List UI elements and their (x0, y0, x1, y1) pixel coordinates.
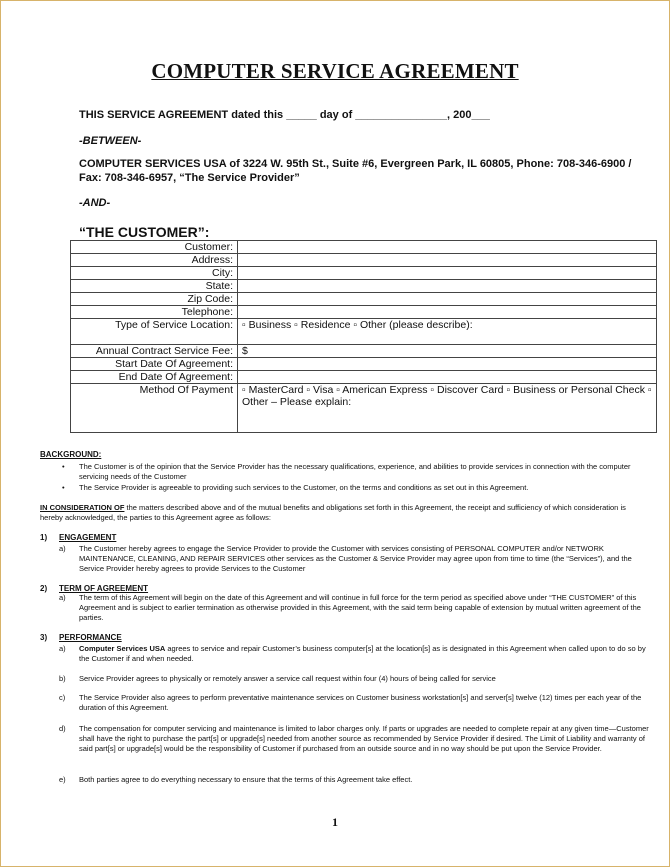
clause-text: Both parties agree to do everything necessary to ensure that the terms of this Agreement take effect. (79, 775, 413, 784)
background-bullet-text: The Service Provider is agreeable to providing such services to the Customer, on the terms and conditions as set out in this Agreement. (79, 483, 529, 492)
table-row (71, 345, 657, 358)
table-row (71, 358, 657, 371)
field-label: Start Date Of Agreement: (71, 358, 238, 371)
address-field[interactable] (238, 254, 657, 267)
clause-text: The Customer hereby agrees to engage the Service Provider to provide the Customer with services consisting of PERSONAL COMPUTER and/or NETWORK MAINTENANCE, CLEANING, AND REPAIR SERVICES other services as the Customer & Service Provider may agree upon from time to time (the “Services”), and the Service Provider hereby agrees to provide Services to the Customer (79, 544, 632, 573)
clause-text: Service Provider agrees to physically or remotely answer a service call request within four (4) hours of being called for service (79, 674, 496, 683)
customer-heading: “THE CUSTOMER”: (79, 224, 210, 240)
background-heading: BACKGROUND: (40, 450, 102, 459)
between-label: -BETWEEN- (79, 135, 142, 147)
clause-text: The term of this Agreement will begin on the date of this Agreement and will continue in full force for the term period as specified above under “THE CUSTOMER” of this Agreement and is subject to earlier termination as otherwise provided in this Agreement, with the said term being capable of extension by mutual written agreement of the parties. (79, 593, 641, 622)
table-row (71, 384, 657, 433)
service-location-options[interactable]: ▫ Business ▫ Residence ▫ Other (please describe): (238, 319, 657, 345)
customer-info-table (70, 240, 657, 433)
clause-text-rest: agrees to service and repair Customer’s business computer[s] at the location[s] as is designated in this Agreement when called upon to do so by the Customer if and when needed. (79, 644, 646, 663)
field-label: End Date Of Agreement: (71, 371, 238, 384)
dated-line: THIS SERVICE AGREEMENT dated this _____ day of _______________, 200___ (79, 109, 490, 121)
section-title-engagement: ENGAGEMENT (59, 533, 117, 542)
section-title-performance: PERFORMANCE (59, 633, 122, 642)
section-title-term: TERM OF AGREEMENT (59, 584, 149, 593)
item-letter: c) (59, 693, 66, 702)
bullet-icon: • (62, 462, 65, 471)
bullet-icon: • (62, 483, 65, 492)
consideration-text: the matters described above and of the mutual benefits and obligations set forth in this Agreement, the receipt and sufficiency of which consideration is hereby acknowledged, the parties to this Agreement agree as follows: (40, 503, 626, 522)
clause-text (79, 644, 651, 664)
table-row (71, 371, 657, 384)
field-label: Address: (71, 254, 238, 267)
item-letter: a) (59, 544, 66, 553)
field-label: City: (71, 267, 238, 280)
field-label: Zip Code: (71, 293, 238, 306)
service-fee-field[interactable]: $ (238, 345, 657, 358)
provider-line-2: Fax: 708-346-6957, “The Service Provider” (79, 172, 300, 184)
field-label: Annual Contract Service Fee: (71, 345, 238, 358)
section-number: 1) (40, 533, 48, 542)
document-title: COMPUTER SERVICE AGREEMENT (151, 59, 519, 83)
consideration-heading: IN CONSIDERATION OF (40, 503, 125, 512)
clause-text: The Service Provider also agrees to perform preventative maintenance services on Customer business workstation[s] and server[s] twelve (12) times per each year of the duration of this Agreement. (79, 693, 642, 712)
customer-name-field[interactable] (238, 241, 657, 254)
section-number: 3) (40, 633, 48, 642)
field-label: Telephone: (71, 306, 238, 319)
provider-line-1: COMPUTER SERVICES USA of 3224 W. 95th St., Suite #6, Evergreen Park, IL 60805, Phone: 708-346-6900 / (79, 158, 632, 170)
field-label: State: (71, 280, 238, 293)
state-field[interactable] (238, 280, 657, 293)
item-letter: b) (59, 674, 66, 683)
section-number: 2) (40, 584, 48, 593)
table-row (71, 280, 657, 293)
item-letter: d) (59, 724, 66, 733)
page-number: 1 (332, 815, 338, 829)
item-letter: e) (59, 775, 66, 784)
item-letter: a) (59, 593, 66, 602)
end-date-field[interactable] (238, 371, 657, 384)
table-row (71, 306, 657, 319)
field-label: Type of Service Location: (71, 319, 238, 345)
table-row (71, 254, 657, 267)
table-row (71, 293, 657, 306)
background-bullet-text: The Customer is of the opinion that the Service Provider has the necessary qualifications, experience, and abilities to provide services in connection with the computer servicing needs of the Customer (79, 462, 631, 481)
table-row (71, 319, 657, 345)
consideration-paragraph (40, 503, 650, 523)
and-label: -AND- (79, 197, 111, 209)
table-row (71, 267, 657, 280)
table-row (71, 241, 657, 254)
city-field[interactable] (238, 267, 657, 280)
field-label: Method Of Payment (71, 384, 238, 433)
item-letter: a) (59, 644, 66, 653)
zip-code-field[interactable] (238, 293, 657, 306)
field-label: Customer: (71, 241, 238, 254)
start-date-field[interactable] (238, 358, 657, 371)
telephone-field[interactable] (238, 306, 657, 319)
clause-text: The compensation for computer servicing and maintenance is limited to labor charges only. If parts or upgrades are needed to complete repair at any given time—Customer shall have the right to purchase the part[s] or upgrade[s] needed from another source as recommended by Service Provider if desired. The Limit of Liability and warranty of said part[s] or upgrade[s] would be the responsibility of Customer if purchased from an outside source and in no way should be put upon the Service Provider. (79, 724, 649, 753)
payment-method-options[interactable]: ▫ MasterCard ▫ Visa ▫ American Express ▫ Discover Card ▫ Business or Personal Check ▫ Other – Please explain: (238, 384, 657, 433)
company-name: Computer Services USA (79, 644, 166, 653)
